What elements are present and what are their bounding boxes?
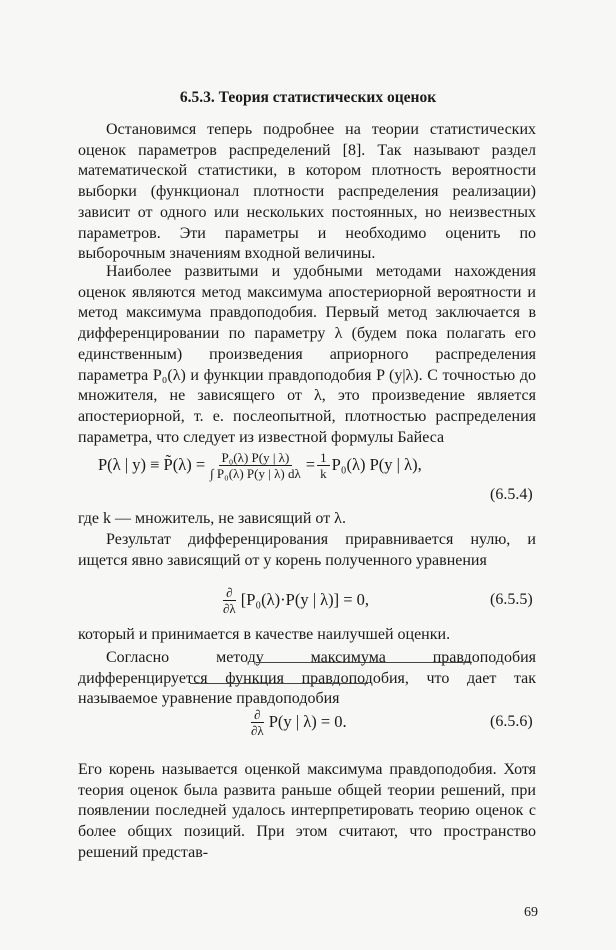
section-heading (0, 89, 616, 107)
underline-mark (190, 683, 368, 684)
equation-6-5-5 (0, 580, 616, 620)
paragraph-7: Его корень называется оценкой максимума правдоподобия. Хотя теория оценок была развита раньше общей теории решений, при появлении последней удалось интерпретировать теорию оценок с более общих позиций. При этом считают, что пространство решений представ- (78, 761, 536, 861)
paragraph-5: который и принимается в качестве наилучшей оценки. (78, 626, 451, 643)
eq654-frac1-numerator: P₀(λ) P(y | λ) (219, 450, 293, 466)
eq656-d-denominator: ∂λ (251, 722, 264, 738)
eq654-frac2-numerator: 1 (317, 450, 330, 466)
eq654-lhs: P(λ | y) ≡ P̃(λ) = (98, 455, 206, 474)
eq656-body: P(y | λ) = 0. (268, 712, 347, 731)
eq655-derivative (220, 585, 239, 616)
equation-6-5-4 (0, 445, 616, 485)
equation-6-5-6 (0, 702, 616, 742)
paragraph-4: Результат дифференцирования приравнивается нулю, и ищется явно зависящий от y корень полученного уравнения (78, 531, 536, 569)
eq655-body: [P₀(λ)·P(y | λ)] = 0, (240, 590, 370, 609)
eq654-fraction-bayes (207, 450, 304, 481)
page-number: 69 (524, 905, 538, 920)
eq654-rhs: P₀(λ) P(y | λ), (331, 455, 422, 474)
paragraph-2: Наиболее развитыми и удобными методами нахождения оценок являются метод максимума апостериорной вероятности и метод максимума правдоподобия. Первый метод заключается в дифференцировании по параметру λ (будем пока полагать его единственным) произведения априорного распределения параметра P₀(λ) и функции правдоподобия P (y|λ). С точностью до множителя, не зависящего от λ, это произведение является апостериорной, т. е. послеопытной, плотностью распределения параметра, что следует из известной формулы Байеса (78, 263, 536, 446)
eq655-d-denominator: ∂λ (223, 600, 236, 616)
section-number: 6.5.3. (179, 89, 215, 106)
eq654-frac1-denominator: ∫ P₀(λ) P(y | λ) dλ (210, 465, 301, 481)
section-title: Теория статистических оценок (218, 89, 437, 106)
paragraph-6: Согласно методу максимума правдоподобия дифференцируется функция правдоподобия, что дает так называемое уравнение правдоподобия (78, 649, 536, 708)
eq654-equals: = (305, 455, 316, 474)
eq655-d-numerator: ∂ (223, 585, 235, 601)
eq656-d-numerator: ∂ (251, 707, 263, 723)
paragraph-3: где k — множитель, не зависящий от λ. (78, 510, 346, 527)
paragraph-1: Остановимся теперь подробнее на теории статистических оценок параметров распределений [8]. Так называют раздел математической статистики, в котором плотность вероятности выборки (функционал плотности распределения реализации) зависит от одного или нескольких постоянных, но неизвестных параметров. Эти параметры и необходимо оценить по выборочным значениям входной величины. (78, 121, 536, 263)
underline-mark (256, 662, 472, 663)
eq656-number: (6.5.6) (490, 713, 533, 730)
eq654-fraction-k (317, 450, 330, 481)
eq654-frac2-denominator: k (320, 465, 327, 481)
eq654-number: (6.5.4) (490, 486, 533, 503)
eq656-derivative (248, 707, 267, 738)
eq655-number: (6.5.5) (490, 591, 533, 608)
